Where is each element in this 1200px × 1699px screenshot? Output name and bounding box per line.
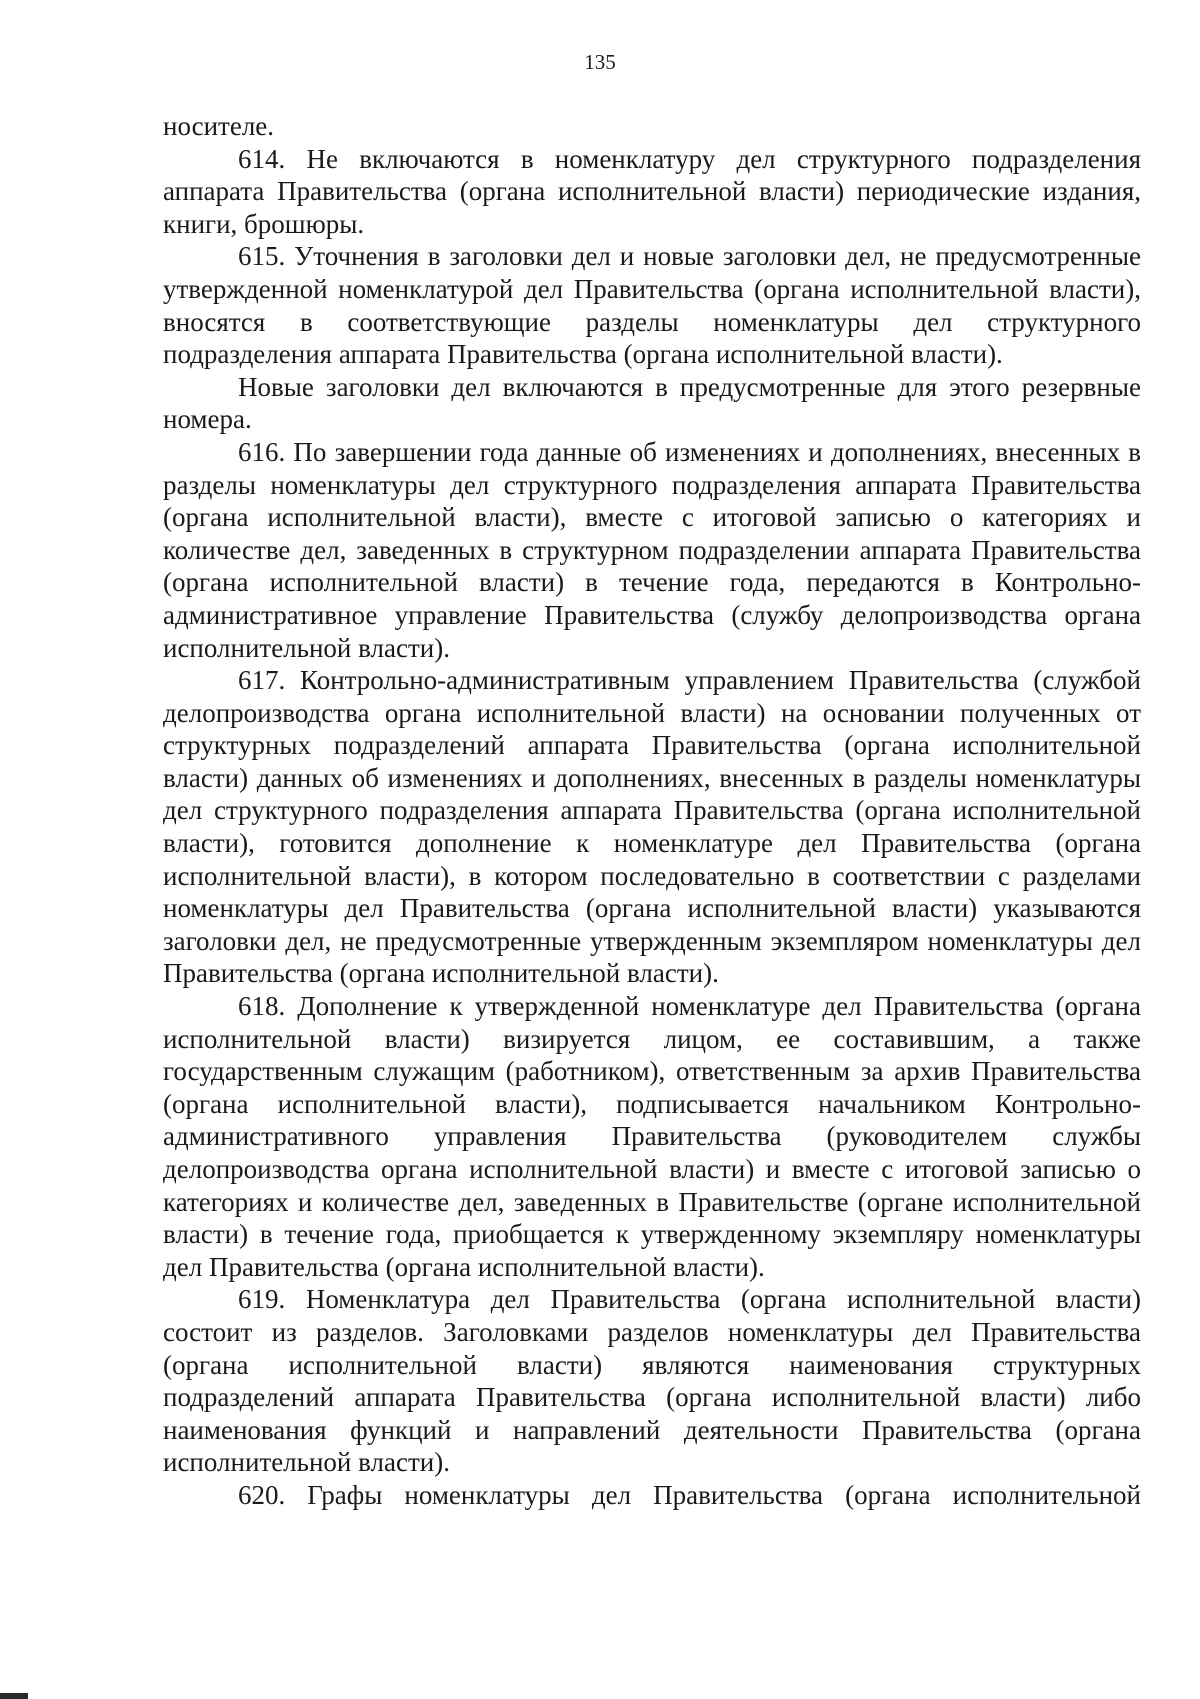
paragraph-615: 615. Уточнения в заголовки дел и новые заголовки дел, не предусмотренные утвержденной номенклатурой дел Правительства (органа исполнительной власти), вносятся в соответствующие разделы номенклатуры дел структурного подразделения аппарата Правительства (органа исполнительной власти).: [163, 241, 1141, 370]
paragraph-616: 616. По завершении года данные об изменениях и дополнениях, внесенных в разделы номенклатуры дел структурного подразделения аппарата Правительства (органа исполнительной власти), вместе с итоговой записью о категориях и количестве дел, заведенных в структурном подразделении аппарата Правительства (органа исполнительной власти) в течение года, передаются в Контрольно-административное управление Правительства (службу делопроизводства органа исполнительной власти).: [163, 436, 1141, 663]
paragraph-619: 619. Номенклатура дел Правительства (органа исполнительной власти) состоит из разделов. Заголовками разделов номенклатуры дел Правительства (органа исполнительной власти) являются наименования структурных подразделений аппарата Правительства (органа исполнительной власти) либо наименования функций и направлений деятельности Правительства (органа исполнительной власти).: [163, 1284, 1141, 1478]
paragraph-614: 614. Не включаются в номенклатуру дел структурного подразделения аппарата Правительства (органа исполнительной власти) периодические издания, книги, брошюры.: [163, 143, 1141, 239]
paragraph-617: 617. Контрольно-административным управлением Правительства (службой делопроизводства органа исполнительной власти) на основании полученных от структурных подразделений аппарата Правительства (органа исполнительной власти) данных об изменениях и дополнениях, внесенных в разделы номенклатуры дел структурного подразделения аппарата Правительства (органа исполнительной власти), готовится дополнение к номенклатуре дел Правительства (органа исполнительной власти), в котором последовательно в соответствии с разделами номенклатуры дел Правительства (органа исполнительной власти) указываются заголовки дел, не предусмотренные утвержденным экземпляром номенклатуры дел Правительства (органа исполнительной власти).: [163, 665, 1141, 989]
paragraph-620: 620. Графы номенклатуры дел Правительства (органа исполнительной: [238, 1479, 1141, 1510]
page-number: 135: [584, 50, 616, 74]
paragraph-continuation: носителе.: [163, 111, 275, 141]
paragraph-618: 618. Дополнение к утвержденной номенклатуре дел Правительства (органа исполнительной власти) визируется лицом, ее составившим, а также государственным служащим (работником), ответственным за архив Правительства (органа исполнительной власти), подписывается начальником Контрольно-административного управления Правительства (руководителем службы делопроизводства органа исполнительной власти) и вместе с итоговой записью о категориях и количестве дел, заведенных в Правительстве (органе исполнительной власти) в течение года, приобщается к утвержденному экземпляру номенклатуры дел Правительства (органа исполнительной власти).: [163, 991, 1141, 1282]
document-body: [163, 110, 1141, 1512]
scan-edge-mark: [0, 1693, 28, 1699]
paragraph-615-note: Новые заголовки дел включаются в предусмотренные для этого резервные номера.: [163, 371, 1141, 435]
